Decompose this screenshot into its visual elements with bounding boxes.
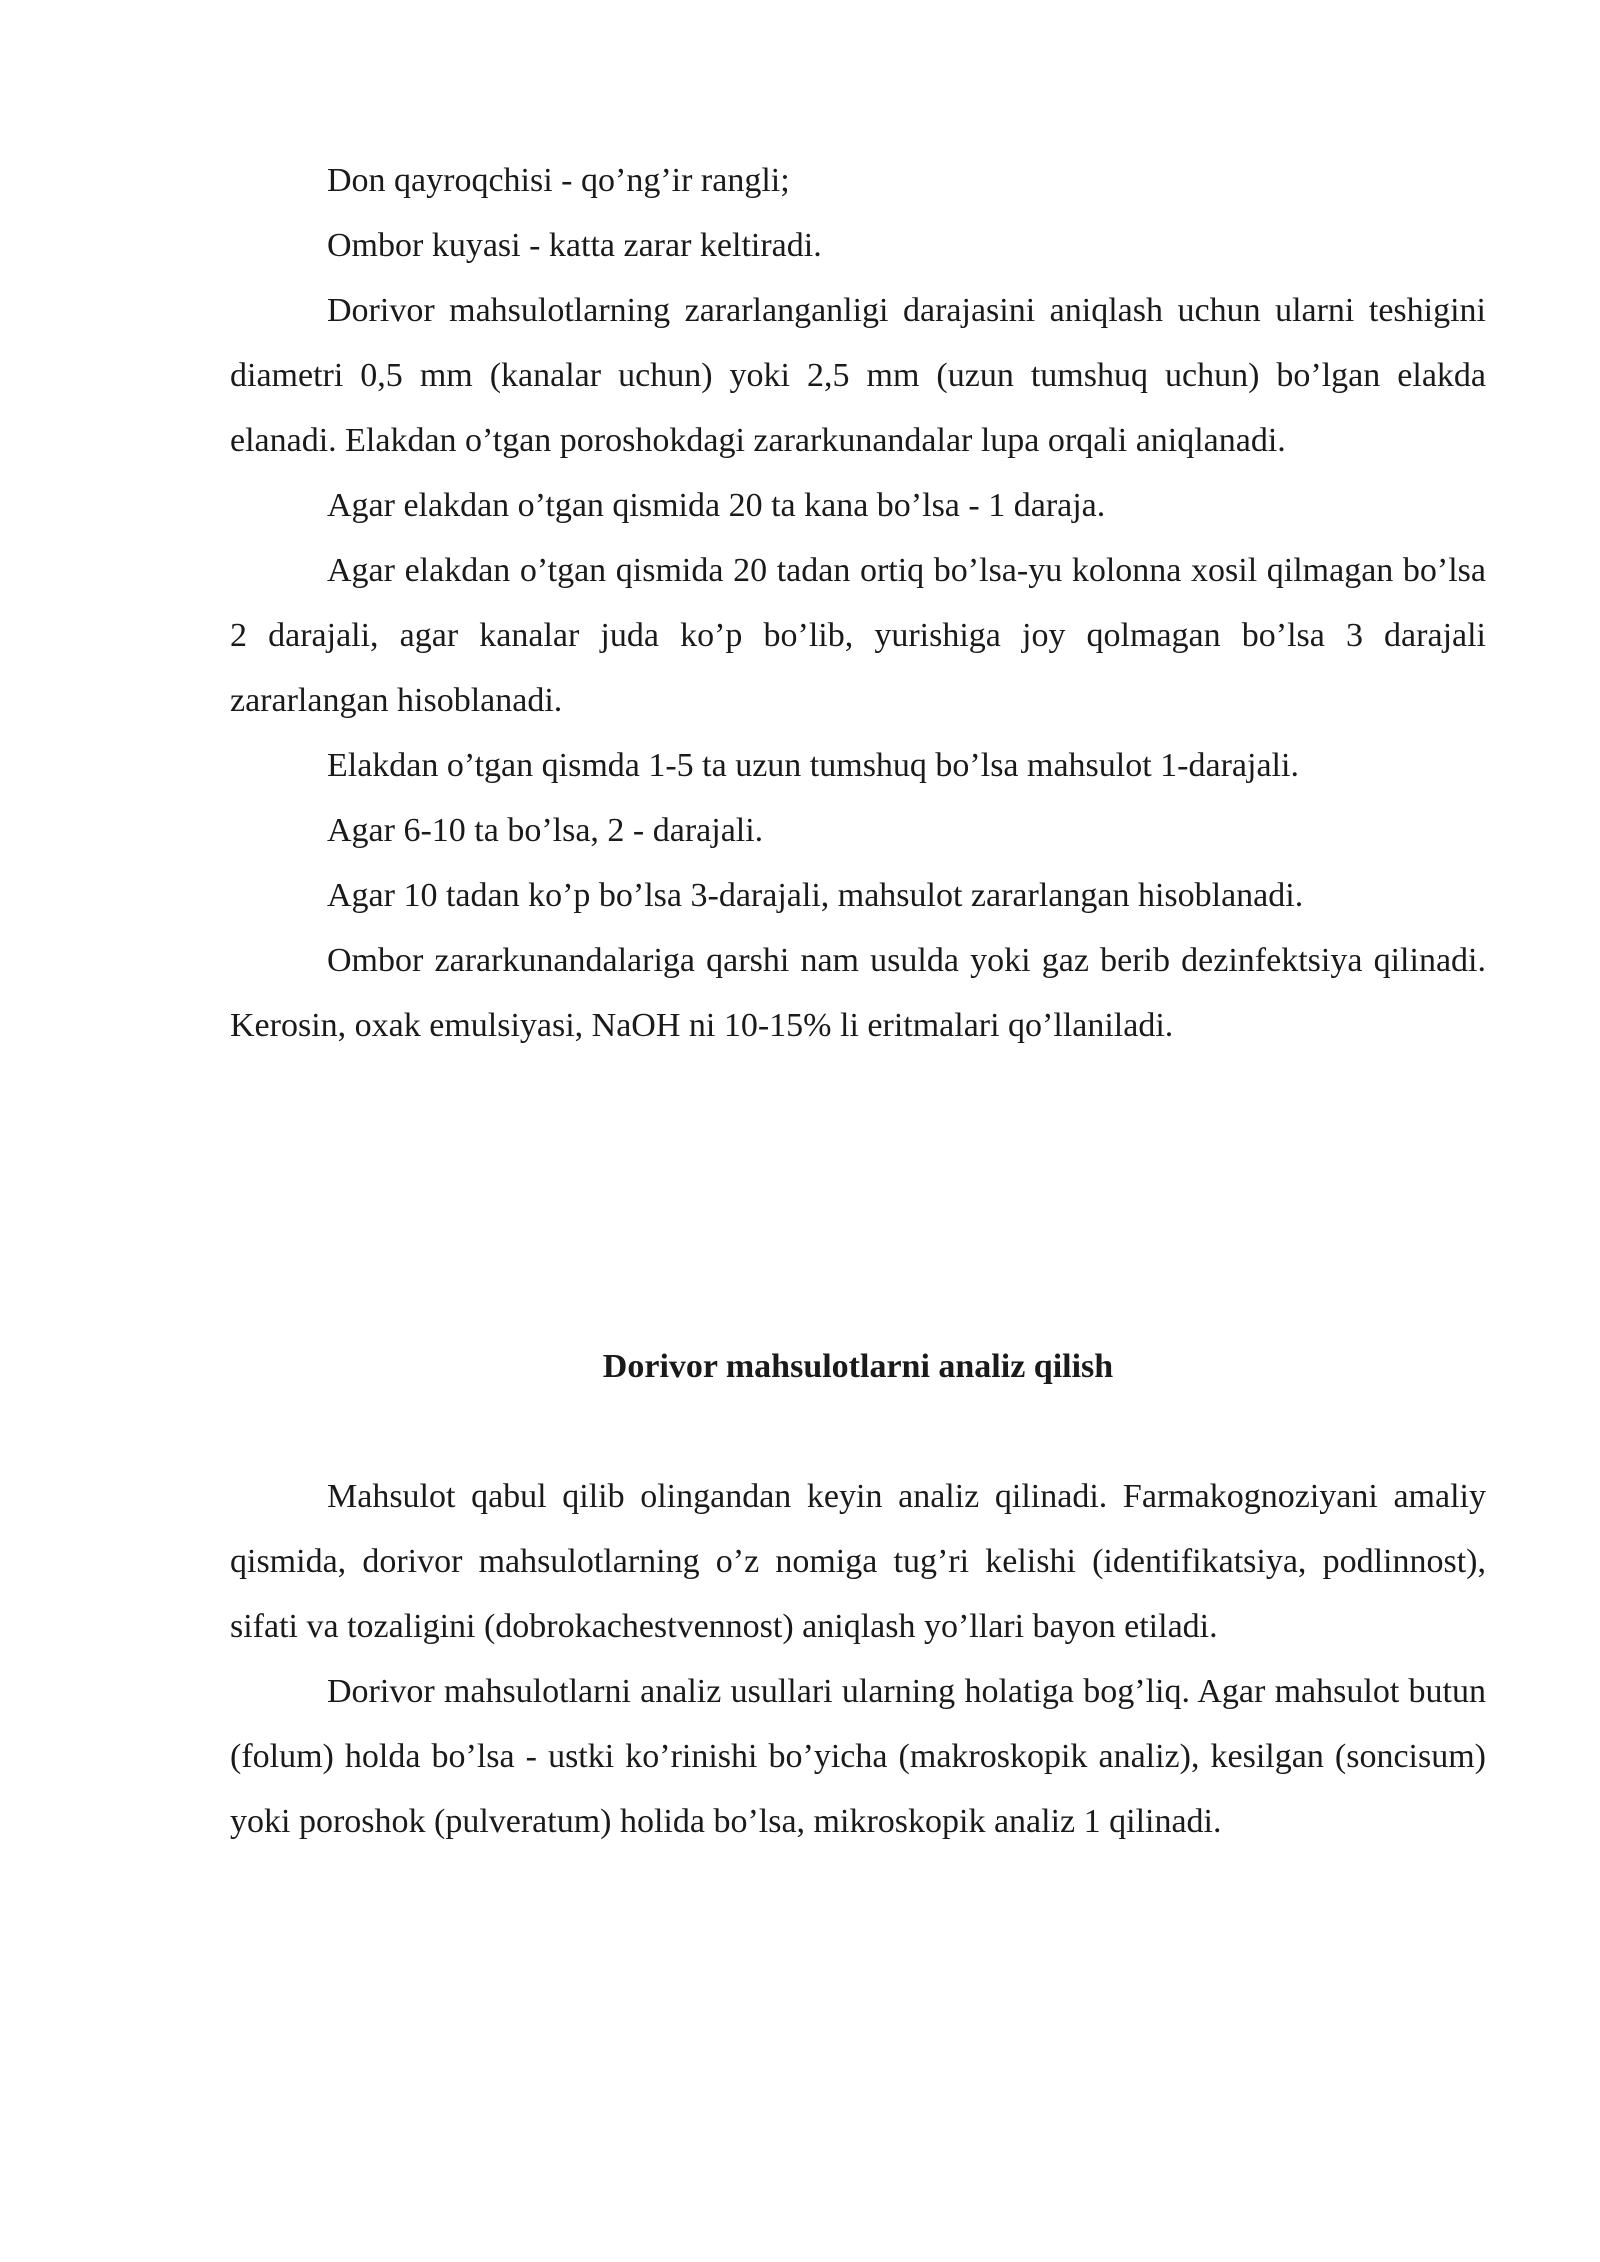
paragraph-analysis-methods: Dorivor mahsulotlarni analiz usullari ularning holatiga bog’liq. Agar mahsulot butun (folum) holda bo’lsa - ustki ko’rinishi bo’yicha (makroskopik analiz), kesilgan (soncisum) yoki poroshok (pulveratum) holida bo’lsa, mikroskopik analiz 1 qilinadi. [230,1673,1486,1840]
section-heading: Dorivor mahsulotlarni analiz qilish [602,1348,1114,1385]
paragraph-analysis-intro: Mahsulot qabul qilib olingandan keyin analiz qilinadi. Farmakognoziyani amaliy qismida, dorivor mahsulotlarning o’z nomiga tug’ri kelishi (identifikatsiya, podlinnost), sifati va tozaligini (dobrokachestvennost) aniqlash yo’llari bayon etiladi. [230,1478,1486,1645]
paragraph-weevil-degree-2: Agar 6-10 ta bo’lsa, 2 - darajali. [327,812,764,849]
paragraph-grain-pest: Don qayroqchisi - qo’ng’ir rangli; [327,162,790,199]
paragraph-sieve-method: Dorivor mahsulotlarning zararlanganligi darajasini aniqlash uchun ularni teshigini diametri 0,5 mm (kanalar uchun) yoki 2,5 mm (uzun tumshuq uchun) bo’lgan elakda elanadi. Elakdan o’tgan poroshokdagi zararkunandalar lupa orqali aniqlanadi. [230,292,1486,459]
paragraph-degree-1-mites: Agar elakdan o’tgan qismida 20 ta kana bo’lsa - 1 daraja. [327,487,1106,524]
paragraph-storage-moth: Ombor kuyasi - katta zarar keltiradi. [327,227,822,264]
paragraph-disinfection: Ombor zararkunandalariga qarshi nam usulda yoki gaz berib dezinfektsiya qilinadi. Kerosin, oxak emulsiyasi, NaOH ni 10-15% li eritmalari qo’llaniladi. [230,942,1486,1044]
document-page [230,148,1486,1854]
heading-gap [230,1399,1486,1464]
paragraph-weevil-degree-1: Elakdan o’tgan qismda 1-5 ta uzun tumshuq bo’lsa mahsulot 1-darajali. [327,747,1299,784]
paragraph-degree-2-3-mites: Agar elakdan o’tgan qismida 20 tadan ortiq bo’lsa-yu kolonna xosil qilmagan bo’lsa 2 darajali, agar kanalar juda ko’p bo’lib, yurishiga joy qolmagan bo’lsa 3 darajali zararlangan hisoblanadi. [230,552,1486,719]
section-gap [230,1058,1486,1334]
paragraph-weevil-degree-3: Agar 10 tadan ko’p bo’lsa 3-darajali, mahsulot zararlangan hisoblanadi. [327,877,1304,914]
